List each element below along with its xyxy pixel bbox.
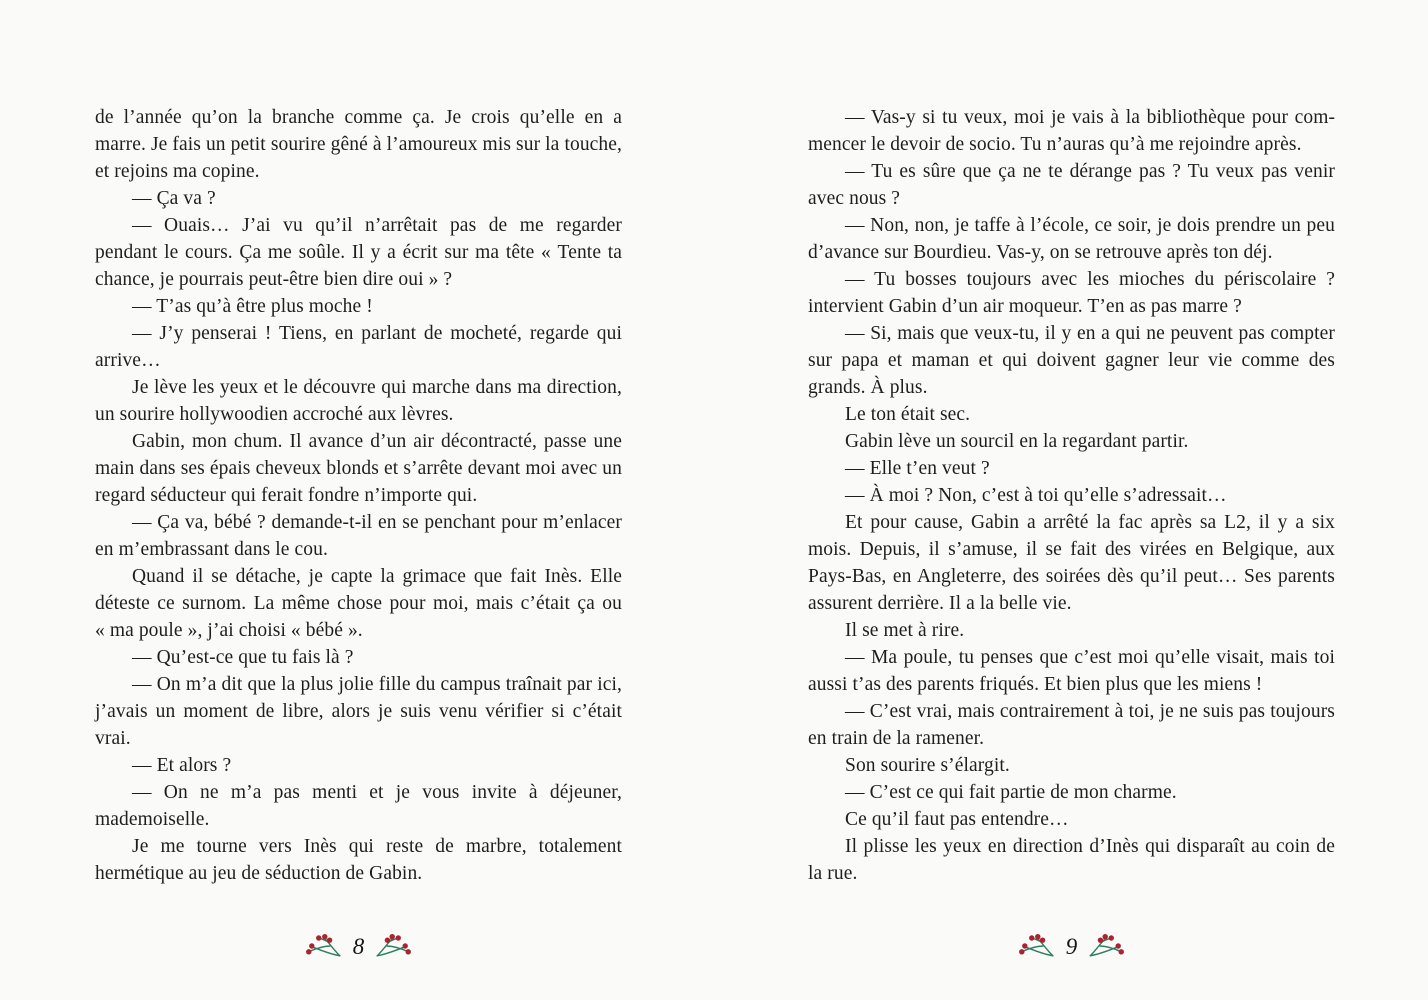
paragraph: — J’y penserai ! Tiens, en parlant de mocheté, regarde qui arrive…: [95, 323, 622, 371]
paragraph: Son sourire s’élargit.: [845, 755, 1010, 776]
paragraph: Gabin lève un sourcil en la regardant partir.: [845, 431, 1189, 452]
paragraph: — Ça va ?: [132, 188, 216, 209]
paragraph: — Ça va, bébé ? demande-t-il en se penchant pour m’enlacer en m’embrassant dans le cou.: [95, 512, 622, 560]
paragraph: — Qu’est-ce que tu fais là ?: [132, 647, 354, 668]
berry-sprig-icon: [1088, 933, 1125, 959]
paragraph: de l’année qu’on la branche comme ça. Je crois qu’elle en a marre. Je fais un petit sourire gêné à l’amoureux mis sur la touche, et rejoins ma copine.: [95, 107, 622, 182]
paragraph: — On ne m’a pas menti et je vous invite à déjeuner, mademoiselle.: [95, 782, 622, 830]
paragraph: — Elle t’en veut ?: [845, 458, 990, 479]
paragraph: — Si, mais que veux-tu, il y en a qui ne peuvent pas compter sur papa et maman et qui doivent gagner leur vie comme des grands. À plus.: [808, 323, 1335, 398]
paragraph: — Tu es sûre que ça ne te dérange pas ? Tu veux pas venir avec nous ?: [808, 161, 1335, 209]
paragraph: — On m’a dit que la plus jolie fille du campus traînait par ici, j’avais un moment de libre, alors je suis venu vérifier si c’était vrai.: [95, 674, 622, 749]
paragraph: Je me tourne vers Inès qui reste de marbre, totalement hermétique au jeu de séduction de Gabin.: [95, 836, 622, 884]
page-right-footer: [808, 933, 1335, 959]
berry-sprig-icon: [1018, 933, 1055, 959]
paragraph: Je lève les yeux et le découvre qui marche dans ma direction, un sourire hollywoodien accroché aux lèvres.: [95, 377, 622, 425]
page-left-footer: [95, 933, 622, 959]
paragraph: — C’est vrai, mais contrairement à toi, je ne suis pas toujours en train de la ramener.: [808, 701, 1335, 749]
paragraph: Quand il se détache, je capte la grimace que fait Inès. Elle déteste ce surnom. La même chose pour moi, mais c’était ça ou « ma poule », j’ai choisi « bébé ».: [95, 566, 622, 641]
paragraph: Il se met à rire.: [845, 620, 965, 641]
paragraph: Et pour cause, Gabin a arrêté la fac après sa L2, il y a six mois. Depuis, il s’amuse, il se fait des virées en Belgique, aux Pays-Bas, en Angleterre, des soirées dès qu’il peut… Ses parents assurent derrière. Il a la belle vie.: [808, 512, 1335, 614]
paragraph: — Non, non, je taffe à l’école, ce soir, je dois prendre un peu d’avance sur Bourdieu. Vas-y, on se retrouve après ton déj.: [808, 215, 1335, 263]
paragraph: — Ouais… J’ai vu qu’il n’arrêtait pas de me regarder pendant le cours. Ça me soûle. Il y a écrit sur ma tête « Tente ta chance, je pourrais peut-être bien dire oui » ?: [95, 215, 622, 290]
paragraph: — À moi ? Non, c’est à toi qu’elle s’adressait…: [845, 485, 1227, 506]
paragraph: Ce qu’il faut pas entendre…: [845, 809, 1069, 830]
paragraph: — Ma poule, tu penses que c’est moi qu’elle visait, mais toi aussi t’as des parents friqués. Et bien plus que les miens !: [808, 647, 1335, 695]
paragraph: — Tu bosses toujours avec les mioches du périscolaire ? intervient Gabin d’un air moqueur. T’en as pas marre ?: [808, 269, 1335, 317]
paragraph: — C’est ce qui fait partie de mon charme.: [845, 782, 1177, 803]
page-left-text: [95, 104, 622, 887]
berry-sprig-icon: [375, 933, 412, 959]
paragraph: — Et alors ?: [132, 755, 232, 776]
page-number-left: 8: [352, 933, 365, 959]
paragraph: — T’as qu’à être plus moche !: [132, 296, 373, 317]
page-number-right: 9: [1065, 933, 1078, 959]
paragraph: Il plisse les yeux en direction d’Inès qui disparaît au coin de la rue.: [808, 836, 1335, 884]
paragraph: — Vas-y si tu veux, moi je vais à la bibliothèque pour commencer le devoir de socio. Tu n’auras qu’à me rejoindre après.: [808, 107, 1335, 155]
page-right-text: [808, 104, 1335, 887]
berry-sprig-icon: [305, 933, 342, 959]
paragraph: Le ton était sec.: [845, 404, 971, 425]
paragraph: Gabin, mon chum. Il avance d’un air décontracté, passe une main dans ses épais cheveux blonds et s’arrête devant moi avec un regard séducteur qui ferait fondre n’importe qui.: [95, 431, 622, 506]
